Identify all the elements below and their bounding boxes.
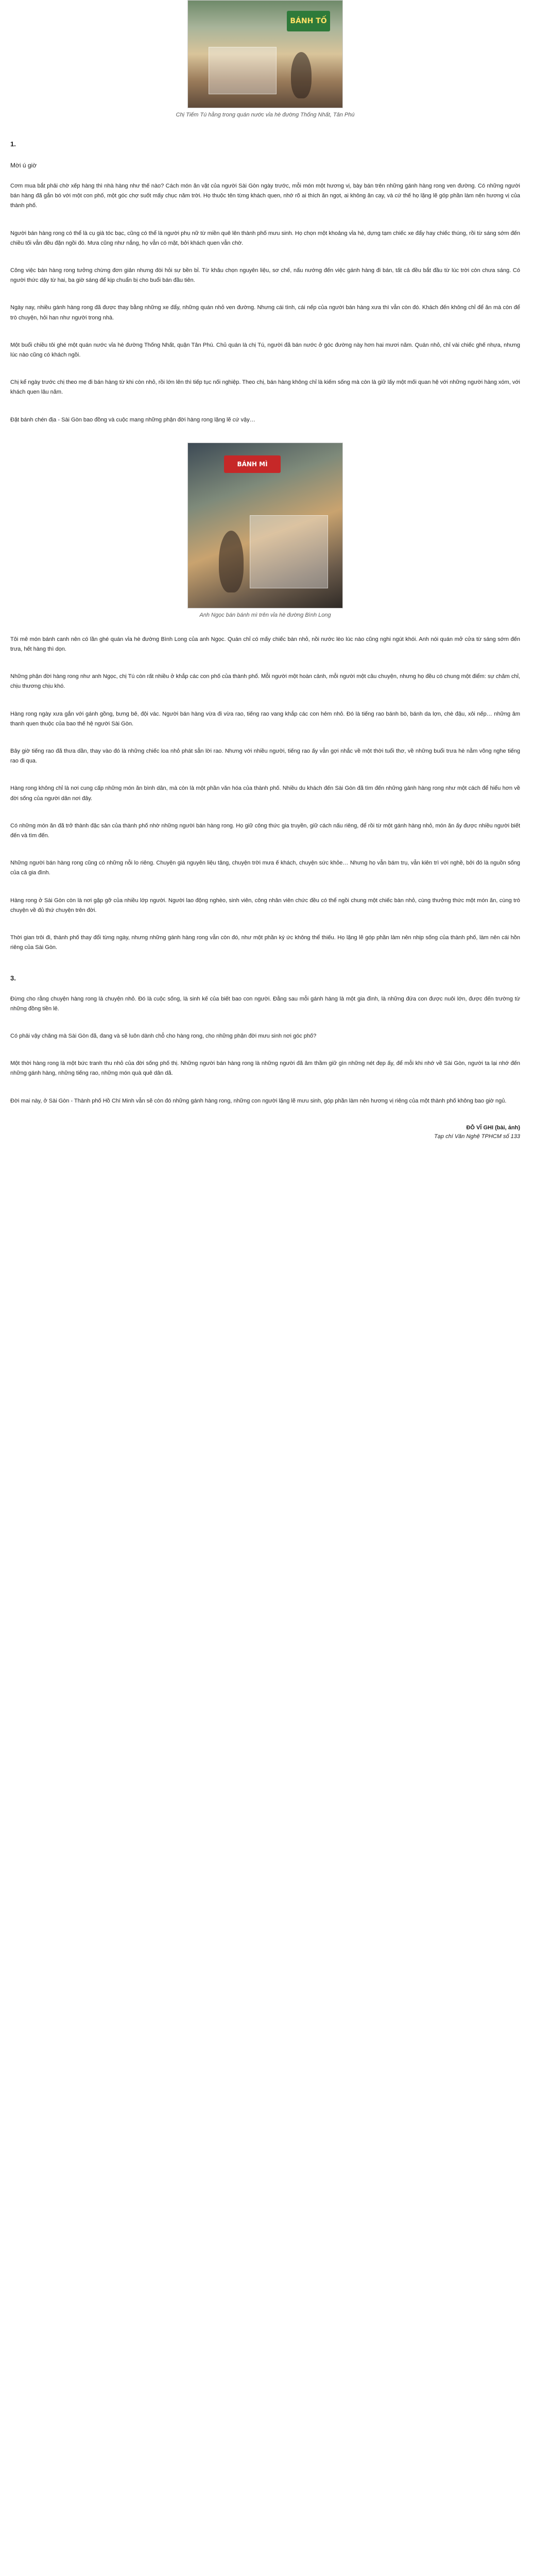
paragraph: Thời gian trôi đi, thành phố thay đổi từng ngày, nhưng những gánh hàng rong vẫn còn đó, như một phần ký ức không thể thiếu. Họ lặng lẽ góp phần làm nên nhịp sống của thành phố, làm nên cái hồn riêng của Sài Gòn. <box>10 935 520 951</box>
paragraph: Một thời hàng rong là một bức tranh thu nhỏ của đời sống phố thị. Những người bán hàng rong là những người đã âm thầm giữ gìn những nét đẹp ấy, để mỗi khi nhớ về Sài Gòn, người ta lại nhớ đến những gánh hàng, những tiếng rao, những món quà quê dân dã. <box>10 1060 520 1077</box>
paragraph: Đời mai này, ở Sài Gòn - Thành phố Hồ Chí Minh vẫn sẽ còn đó những gánh hàng rong, những con người lặng lẽ mưu sinh, góp phần làm nên hương vị riêng của một thành phố không bao giờ ngủ. <box>10 1097 507 1104</box>
stall-shape <box>250 515 328 588</box>
paragraph: Ngày nay, nhiều gánh hàng rong đã được thay bằng những xe đẩy, những quán nhỏ ven đường. Nhưng cái tình, cái nếp của người bán hàng xưa thì vẫn còn đó. Khách đến không chỉ để ăn mà còn để trò chuyện, hỏi han như người trong nhà. <box>10 304 520 321</box>
shop-sign: BÁNH TỐ <box>287 11 330 31</box>
paragraph: Đặt bánh chén địa - Sài Gòn bao đồng và cuộc mang những phận đời hàng rong lặng lẽ cứ vậy… <box>10 416 255 423</box>
paragraph: Những phận đời hàng rong như anh Ngọc, chị Tú còn rất nhiều ở khắp các con phố của thành phố. Mỗi người một hoàn cảnh, mỗi người một câu chuyện, nhưng họ đều có chung một điểm: sự chăm chỉ, chịu thương chịu khó. <box>10 673 520 690</box>
article-photo-mid <box>187 443 343 608</box>
byline <box>10 1124 520 1141</box>
person-shape <box>291 52 312 98</box>
paragraph: Có phải vậy chăng mà Sài Gòn đã, đang và sẽ luôn dành chỗ cho hàng rong, cho những phận đời mưu sinh nơi góc phố? <box>10 1032 317 1039</box>
byline-author: ĐỖ VĨ GHI (bài, ảnh) <box>466 1124 520 1131</box>
article-photo-top <box>187 0 343 108</box>
article <box>10 0 520 2576</box>
paragraph-group-c <box>10 994 520 1106</box>
paragraph: Những người bán hàng rong cũng có những nỗi lo riêng. Chuyện giá nguyên liệu tăng, chuyện trời mưa ế khách, chuyện sức khỏe… Nhưng họ vẫn bám trụ, vẫn kiên trì với nghề, bởi đó là nguồn sống của cả gia đình. <box>10 860 520 876</box>
paragraph: Có những món ăn đã trở thành đặc sản của thành phố nhờ những người bán hàng rong. Họ giữ công thức gia truyền, giữ cách nấu riêng, để rồi từ một gánh hàng nhỏ, món ăn ấy được nhiều người biết đến và tìm đến. <box>10 822 520 839</box>
paragraph-group-a <box>10 181 520 425</box>
paragraph: Cơm mua bắt phải chờ xếp hàng thì nhà hàng như thế nào? Cách món ăn vặt của người Sài Gòn ngày trước, mỗi món một hương vị, bày bán trên những gánh hàng rong ven đường. Có những người bán hàng đã gắn bó với một con phố, một góc chợ suốt mấy chục năm trời. Họ thuộc tên từng khách quen, nhớ rõ ai thích ăn ngọt, ai không ăn cay, và cứ thế họ lặng lẽ góp phần làm nên hương vị của thành phố. <box>10 183 520 209</box>
shop-sign: BÁNH MÌ <box>224 455 281 473</box>
paragraph: Bây giờ tiếng rao đã thưa dần, thay vào đó là những chiếc loa nhỏ phát sẵn lời rao. Nhưng với nhiều người, tiếng rao ấy vẫn gợi nhắc về một thời tuổi thơ, về những buổi trưa hè nằm võng nghe tiếng rao đi qua. <box>10 748 520 765</box>
stall-shape <box>209 47 277 94</box>
paragraph: Chị kể ngày trước chị theo mẹ đi bán hàng từ khi còn nhỏ, rồi lớn lên thì tiếp tục nối nghiệp. Theo chị, bán hàng không chỉ là kiếm sống mà còn là giữ lấy một mối quan hệ với những người hàng xóm, với khách quen lâu năm. <box>10 379 520 396</box>
paragraph: Đừng cho rằng chuyện hàng rong là chuyện nhỏ. Đó là cuộc sống, là sinh kế của biết bao con người. Đằng sau mỗi gánh hàng là một gia đình, là những đứa con được nuôi lớn, được đến trường từ những đồng tiền lẻ. <box>10 995 520 1012</box>
paragraph: Một buổi chiều tôi ghé một quán nước vỉa hè đường Thống Nhất, quận Tân Phú. Chủ quán là chị Tú, người đã bán nước ở góc đường này hơn hai mươi năm. Quán nhỏ, chỉ vài chiếc ghế nhựa, nhưng lúc nào cũng có khách ngồi. <box>10 342 520 359</box>
paragraph: Hàng rong ngày xưa gắn với gánh gồng, bưng bê, đội vác. Người bán hàng vừa đi vừa rao, tiếng rao vang khắp các con hẻm nhỏ. Đó là tiếng rao bánh bò, bánh da lợn, chè đậu, xôi nếp… những âm thanh quen thuộc của bao thế hệ người Sài Gòn. <box>10 710 520 727</box>
section-heading-3: 3. <box>10 974 16 982</box>
photo-caption-mid: Anh Ngọc bán bánh mì trên vỉa hè đường Bình Long <box>199 612 331 618</box>
paragraph: Hàng rong ở Sài Gòn còn là nơi gặp gỡ của nhiều lớp người. Người lao động nghèo, sinh viên, công nhân viên chức đều có thể ngồi chung một chiếc bàn nhỏ, cùng thưởng thức một món ăn, cùng trò chuyện về đủ thứ chuyện trên đời. <box>10 897 520 913</box>
section-subheading: Mời ú giờ <box>10 162 37 169</box>
photo-caption-top: Chị Tiếm Tú hằng trong quán nước vỉa hè đường Thống Nhất, Tân Phú <box>176 112 355 118</box>
person-shape <box>219 531 244 592</box>
paragraph-group-b <box>10 635 520 953</box>
paragraph: Công việc bán hàng rong tưởng chừng đơn giản nhưng đòi hỏi sự bền bỉ. Từ khâu chọn nguyên liệu, sơ chế, nấu nướng đến việc gánh hàng đi bán, tất cả đều bắt đầu từ lúc trời còn chưa sáng. Có người thức dậy từ hai, ba giờ sáng để kịp chuẩn bị cho buổi bán đầu tiên. <box>10 267 520 284</box>
section-heading-1: 1. <box>10 140 16 148</box>
paragraph: Hàng rong không chỉ là nơi cung cấp những món ăn bình dân, mà còn là một phần văn hóa của thành phố. Nhiều du khách đến Sài Gòn đã tìm đến những gánh hàng rong như một cách để hiểu hơn về đời sống của người dân nơi đây. <box>10 785 520 802</box>
byline-source: Tạp chí Văn Nghệ TPHCM số 133 <box>434 1133 520 1140</box>
paragraph: Người bán hàng rong có thể là cụ già tóc bạc, cũng có thể là người phụ nữ từ miền quê lên thành phố mưu sinh. Họ chọn một khoảng vỉa hè, dựng tạm chiếc xe đẩy hay chiếc thúng, rồi từ sáng sớm đến chiều tối vẫn đều đặn ngồi đó. Mưa cũng như nắng, họ vẫn có mặt, bởi khách quen vẫn chờ. <box>10 230 520 246</box>
paragraph: Tôi mê món bánh canh nên có lần ghé quán vỉa hè đường Bình Long của anh Ngọc. Quán chỉ có mấy chiếc bàn nhỏ, nồi nước lèo lúc nào cũng nghi ngút khói. Anh nói quán mở cửa từ sáng sớm đến trưa, hết hàng thì dọn. <box>10 636 520 653</box>
